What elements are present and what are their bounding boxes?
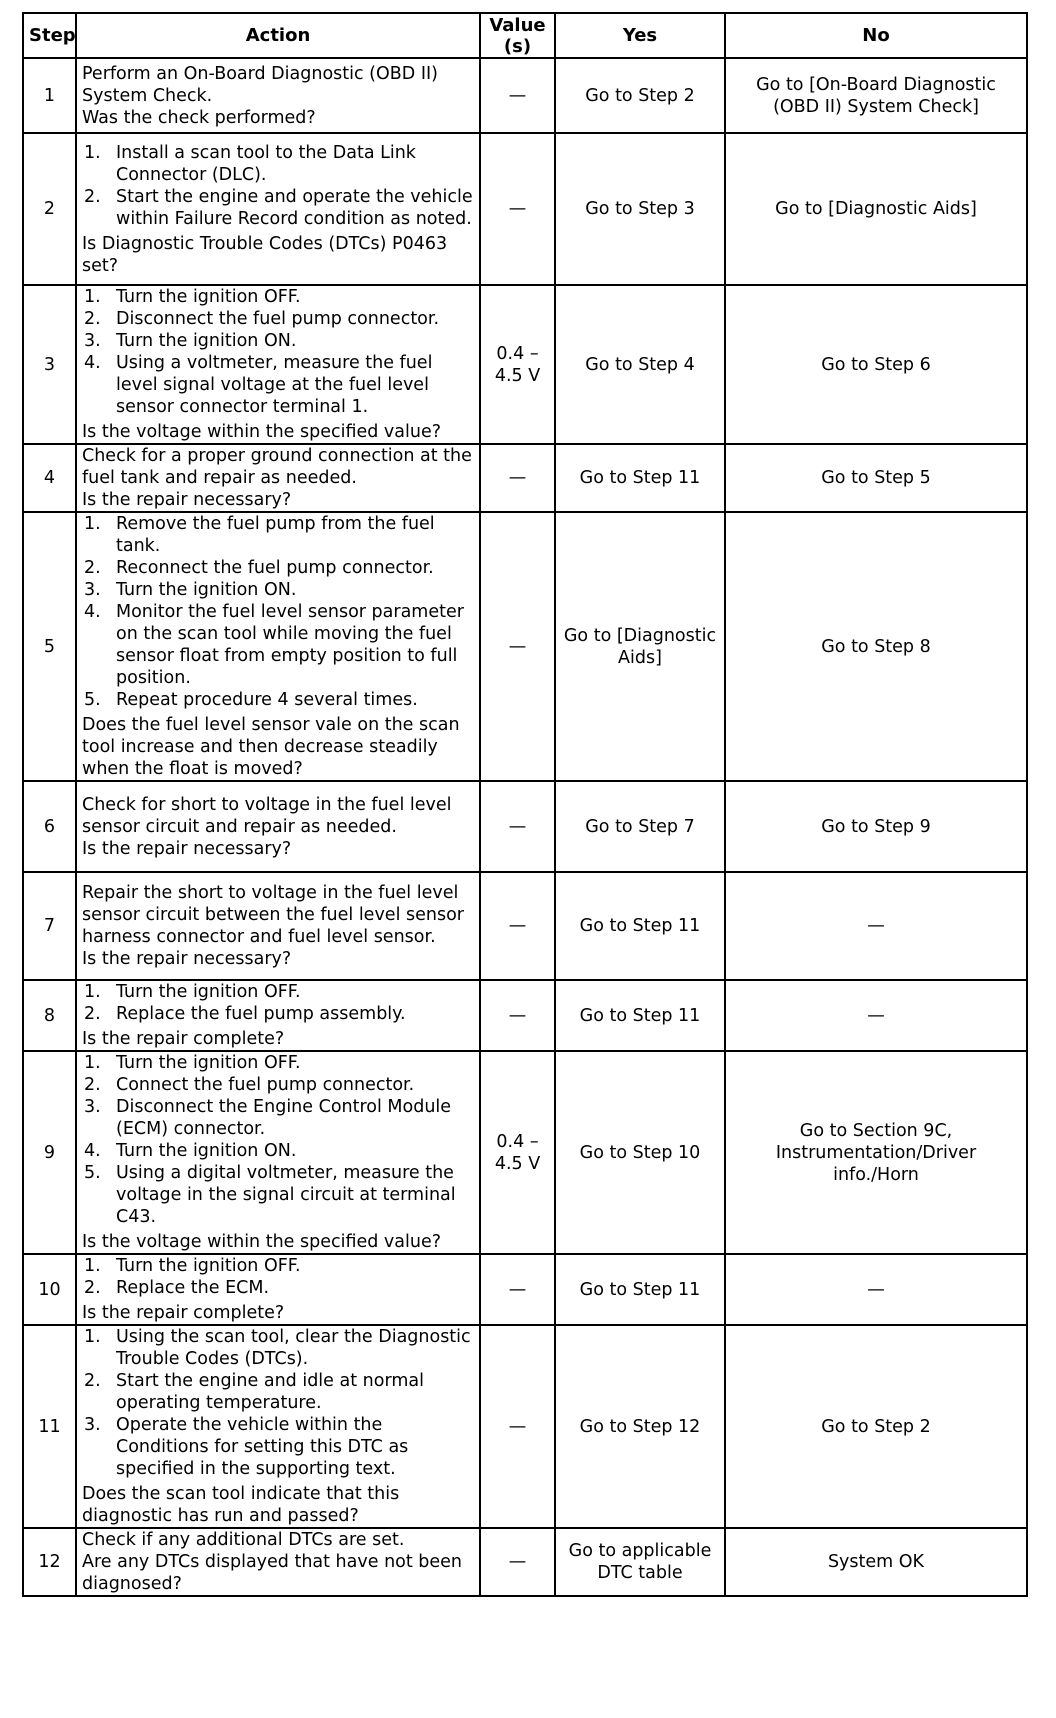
action-cell <box>76 980 480 1051</box>
action-question: Are any DTCs displayed that have not been diagnosed? <box>82 1552 463 1594</box>
step-cell: 11 <box>23 1325 76 1528</box>
no-cell: — <box>725 872 1027 980</box>
no-cell: Go to Section 9C, Instrumentation/Driver info./Horn <box>725 1051 1027 1254</box>
action-cell <box>76 512 480 781</box>
action-cell <box>76 133 480 285</box>
action-step-number: 3. <box>84 580 101 600</box>
step-cell: 1 <box>23 58 76 133</box>
yes-cell: Go to Step 3 <box>555 133 725 285</box>
value-cell: — <box>480 781 555 872</box>
action-step-number: 3. <box>84 1415 101 1435</box>
action-cell <box>76 1254 480 1325</box>
table-row <box>23 444 1027 512</box>
action-question: Is the voltage within the specified value? <box>82 422 442 442</box>
no-cell: Go to Step 2 <box>725 1325 1027 1528</box>
value-cell: — <box>480 512 555 781</box>
yes-cell: Go to Step 11 <box>555 444 725 512</box>
action-step-text: Turn the ignition ON. <box>116 331 297 351</box>
action-step-item <box>82 557 474 579</box>
action-step-text: Remove the fuel pump from the fuel tank. <box>116 514 435 556</box>
diagnostic-table <box>22 12 1028 1597</box>
action-step-number: 1. <box>84 287 101 307</box>
action-step-text: Using a digital voltmeter, measure the voltage in the signal circuit at terminal C43. <box>116 1163 456 1227</box>
action-cell <box>76 1528 480 1596</box>
action-cell <box>76 444 480 512</box>
action-step-number: 2. <box>84 1371 101 1391</box>
no-cell: Go to Step 8 <box>725 512 1027 781</box>
table-row <box>23 285 1027 444</box>
action-step-text: Turn the ignition OFF. <box>116 1256 301 1276</box>
action-step-number: 4. <box>84 353 101 373</box>
value-cell: — <box>480 444 555 512</box>
action-step-text: Using a voltmeter, measure the fuel level signal voltage at the fuel level sensor connector terminal 1. <box>116 353 433 417</box>
yes-cell: Go to Step 10 <box>555 1051 725 1254</box>
action-step-text: Turn the ignition OFF. <box>116 287 301 307</box>
action-step-text: Connect the fuel pump connector. <box>116 1075 415 1095</box>
action-step-text: Disconnect the fuel pump connector. <box>116 309 440 329</box>
value-cell: — <box>480 1254 555 1325</box>
action-step-text: Turn the ignition OFF. <box>116 1053 301 1073</box>
yes-cell: Go to Step 11 <box>555 980 725 1051</box>
action-question: Is the repair complete? <box>82 1303 285 1323</box>
action-intro: Check if any additional DTCs are set. <box>82 1530 405 1550</box>
action-question: Does the scan tool indicate that this diagnostic has run and passed? <box>82 1484 400 1526</box>
step-cell: 5 <box>23 512 76 781</box>
action-question: Is the repair complete? <box>82 1029 285 1049</box>
no-cell: — <box>725 980 1027 1051</box>
action-step-text: Turn the ignition ON. <box>116 580 297 600</box>
action-step-text: Using the scan tool, clear the Diagnostic Trouble Codes (DTCs). <box>116 1327 471 1369</box>
action-step-item <box>82 1052 474 1074</box>
yes-cell: Go to Step 2 <box>555 58 725 133</box>
action-step-number: 2. <box>84 1278 101 1298</box>
action-step-item <box>82 981 474 1003</box>
yes-cell: Go to Step 11 <box>555 872 725 980</box>
action-intro: Check for a proper ground connection at the fuel tank and repair as needed. <box>82 446 472 488</box>
action-step-text: Reconnect the fuel pump connector. <box>116 558 434 578</box>
action-step-number: 5. <box>84 690 101 710</box>
table-row <box>23 1051 1027 1254</box>
action-step-text: Monitor the fuel level sensor parameter on the scan tool while moving the fuel sensor float from empty position to full position. <box>116 602 464 688</box>
action-step-number: 2. <box>84 1004 101 1024</box>
table-body <box>23 58 1027 1596</box>
action-cell <box>76 285 480 444</box>
action-step-item <box>82 308 474 330</box>
table-row <box>23 133 1027 285</box>
action-step-number: 3. <box>84 331 101 351</box>
step-cell: 6 <box>23 781 76 872</box>
step-cell: 8 <box>23 980 76 1051</box>
step-cell: 4 <box>23 444 76 512</box>
action-step-item <box>82 1140 474 1162</box>
table-row <box>23 1254 1027 1325</box>
step-cell: 10 <box>23 1254 76 1325</box>
action-cell <box>76 781 480 872</box>
no-cell: Go to [On-Board Diagnostic (OBD II) System Check] <box>725 58 1027 133</box>
action-step-item <box>82 1277 474 1299</box>
table-row <box>23 872 1027 980</box>
action-step-text: Install a scan tool to the Data Link Connector (DLC). <box>116 142 416 185</box>
action-step-text: Repeat procedure 4 several times. <box>116 690 418 710</box>
value-cell: — <box>480 872 555 980</box>
action-question: Is the repair necessary? <box>82 838 292 859</box>
action-step-number: 2. <box>84 558 101 578</box>
value-cell: — <box>480 980 555 1051</box>
value-cell: — <box>480 133 555 285</box>
table-row <box>23 512 1027 781</box>
action-step-number: 1. <box>84 514 101 534</box>
action-step-number: 2. <box>84 186 101 207</box>
action-step-item <box>82 1096 474 1140</box>
action-step-item <box>82 1326 474 1370</box>
action-cell <box>76 58 480 133</box>
action-step-text: Start the engine and idle at normal operating temperature. <box>116 1371 424 1413</box>
header-step: Step <box>23 13 76 58</box>
action-step-number: 1. <box>84 1053 101 1073</box>
header-action: Action <box>76 13 480 58</box>
yes-cell: Go to Step 7 <box>555 781 725 872</box>
value-cell: — <box>480 58 555 133</box>
action-step-number: 4. <box>84 602 101 622</box>
no-cell: Go to Step 5 <box>725 444 1027 512</box>
action-step-item <box>82 142 474 186</box>
action-step-number: 2. <box>84 1075 101 1095</box>
yes-cell: Go to [Diagnostic Aids] <box>555 512 725 781</box>
action-step-item <box>82 352 474 418</box>
action-step-text: Disconnect the Engine Control Module (ECM) connector. <box>116 1097 452 1139</box>
table-row <box>23 980 1027 1051</box>
action-step-item <box>82 1255 474 1277</box>
value-cell: 0.4 – 4.5 V <box>480 285 555 444</box>
header-yes: Yes <box>555 13 725 58</box>
action-step-text: Replace the ECM. <box>116 1278 270 1298</box>
action-step-text: Turn the ignition ON. <box>116 1141 297 1161</box>
action-step-item <box>82 1414 474 1480</box>
table-row <box>23 1528 1027 1596</box>
action-step-item <box>82 186 474 230</box>
value-cell: — <box>480 1325 555 1528</box>
table-row <box>23 781 1027 872</box>
step-cell: 12 <box>23 1528 76 1596</box>
action-question: Is the repair necessary? <box>82 949 292 969</box>
header-no: No <box>725 13 1027 58</box>
action-step-item <box>82 1074 474 1096</box>
yes-cell: Go to applicable DTC table <box>555 1528 725 1596</box>
action-step-item <box>82 1003 474 1025</box>
header-value: Value (s) <box>480 13 555 58</box>
action-step-text: Turn the ignition OFF. <box>116 982 301 1002</box>
action-cell <box>76 872 480 980</box>
action-step-item <box>82 689 474 711</box>
action-step-number: 1. <box>84 982 101 1002</box>
action-step-item <box>82 1162 474 1228</box>
action-step-number: 3. <box>84 1097 101 1117</box>
value-cell: — <box>480 1528 555 1596</box>
action-cell <box>76 1325 480 1528</box>
action-question: Does the fuel level sensor vale on the scan tool increase and then decrease steadily when the float is moved? <box>82 715 460 779</box>
table-row <box>23 58 1027 133</box>
action-question: Is the voltage within the specified value? <box>82 1232 442 1252</box>
action-step-number: 2. <box>84 309 101 329</box>
step-cell: 3 <box>23 285 76 444</box>
action-step-item <box>82 1370 474 1414</box>
action-intro: Perform an On-Board Diagnostic (OBD II) System Check. <box>82 63 438 106</box>
action-step-item <box>82 330 474 352</box>
action-intro: Check for short to voltage in the fuel level sensor circuit and repair as needed. <box>82 794 452 837</box>
yes-cell: Go to Step 4 <box>555 285 725 444</box>
action-intro: Repair the short to voltage in the fuel level sensor circuit between the fuel level sensor harness connector and fuel level sensor. <box>82 883 464 947</box>
action-question: Is Diagnostic Trouble Codes (DTCs) P0463 set? <box>82 233 448 276</box>
no-cell: Go to Step 6 <box>725 285 1027 444</box>
action-step-number: 1. <box>84 1256 101 1276</box>
action-step-number: 1. <box>84 1327 101 1347</box>
value-cell: 0.4 – 4.5 V <box>480 1051 555 1254</box>
yes-cell: Go to Step 11 <box>555 1254 725 1325</box>
action-cell <box>76 1051 480 1254</box>
action-question: Is the repair necessary? <box>82 490 292 510</box>
action-step-text: Replace the fuel pump assembly. <box>116 1004 406 1024</box>
action-step-number: 1. <box>84 142 101 163</box>
action-step-text: Start the engine and operate the vehicle within Failure Record condition as noted. <box>116 186 473 229</box>
action-step-item <box>82 601 474 689</box>
no-cell: Go to [Diagnostic Aids] <box>725 133 1027 285</box>
yes-cell: Go to Step 12 <box>555 1325 725 1528</box>
step-cell: 7 <box>23 872 76 980</box>
action-step-number: 5. <box>84 1163 101 1183</box>
action-question: Was the check performed? <box>82 107 316 128</box>
step-cell: 9 <box>23 1051 76 1254</box>
no-cell: Go to Step 9 <box>725 781 1027 872</box>
no-cell: System OK <box>725 1528 1027 1596</box>
action-step-item <box>82 579 474 601</box>
action-step-number: 4. <box>84 1141 101 1161</box>
action-step-text: Operate the vehicle within the Conditions for setting this DTC as specified in the supporting text. <box>116 1415 409 1479</box>
table-row <box>23 1325 1027 1528</box>
no-cell: — <box>725 1254 1027 1325</box>
action-step-item <box>82 513 474 557</box>
step-cell: 2 <box>23 133 76 285</box>
action-step-item <box>82 286 474 308</box>
header-row <box>23 13 1027 58</box>
